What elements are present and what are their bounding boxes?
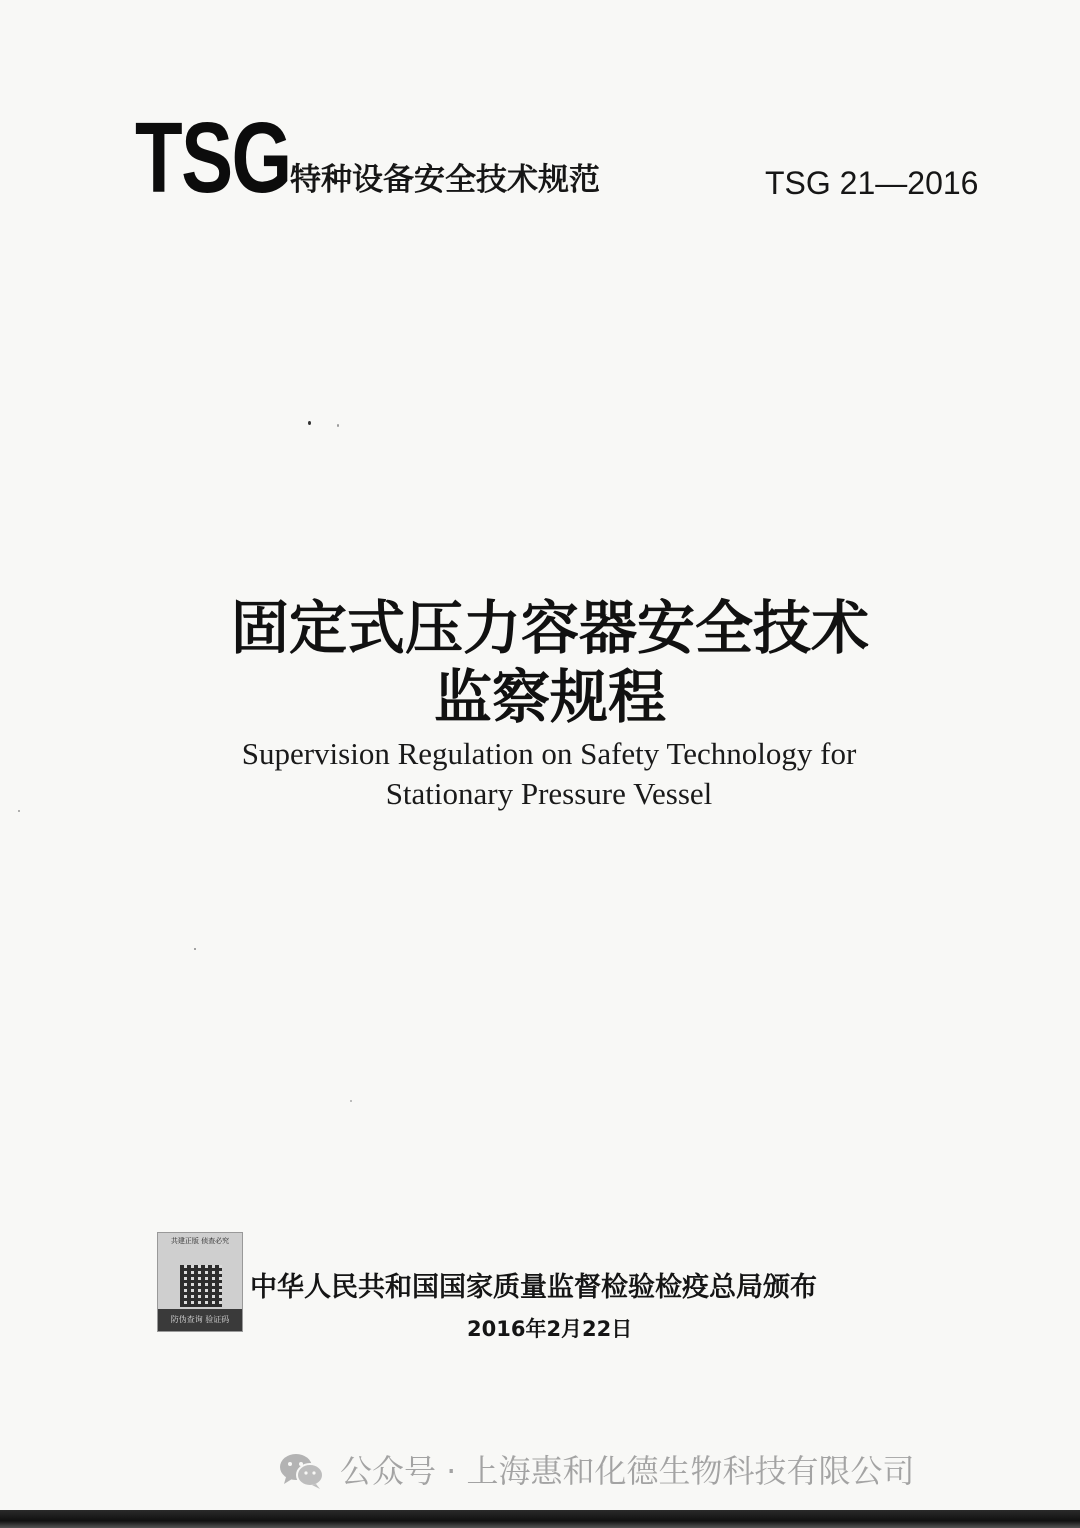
qr-code-icon xyxy=(180,1265,222,1307)
stamp-bottom-text: 防伪查询 验证码 xyxy=(158,1309,242,1331)
issue-date: 2016年2月22日 xyxy=(467,1317,633,1341)
title-zh-line1: 固定式压力容器安全技术 xyxy=(230,594,869,662)
standard-code: TSG 21—2016 xyxy=(765,165,979,201)
scan-speck xyxy=(350,1100,352,1102)
stamp-top-text: 共建正版 侦查必究 xyxy=(170,1237,230,1245)
anti-counterfeit-stamp xyxy=(157,1232,243,1332)
title-en-line1: Supervision Regulation on Safety Technology for xyxy=(241,736,857,771)
scan-speck xyxy=(18,810,20,812)
scan-speck xyxy=(308,421,311,425)
title-en-line2: Stationary Pressure Vessel xyxy=(385,776,713,811)
watermark xyxy=(278,1448,915,1494)
series-name: 特种设备安全技术规范 xyxy=(290,162,600,198)
tsg-logo: TSG xyxy=(135,102,291,214)
scan-edge xyxy=(0,1510,1080,1528)
issuer: 中华人民共和国国家质量监督检验检疫总局颁布 xyxy=(250,1272,817,1303)
wechat-icon xyxy=(278,1451,326,1491)
title-zh-line2: 监察规程 xyxy=(433,663,666,731)
scan-speck xyxy=(337,424,339,427)
scan-speck xyxy=(194,948,196,950)
watermark-text: 公众号 · 上海惠和化德生物科技有限公司 xyxy=(340,1452,915,1490)
